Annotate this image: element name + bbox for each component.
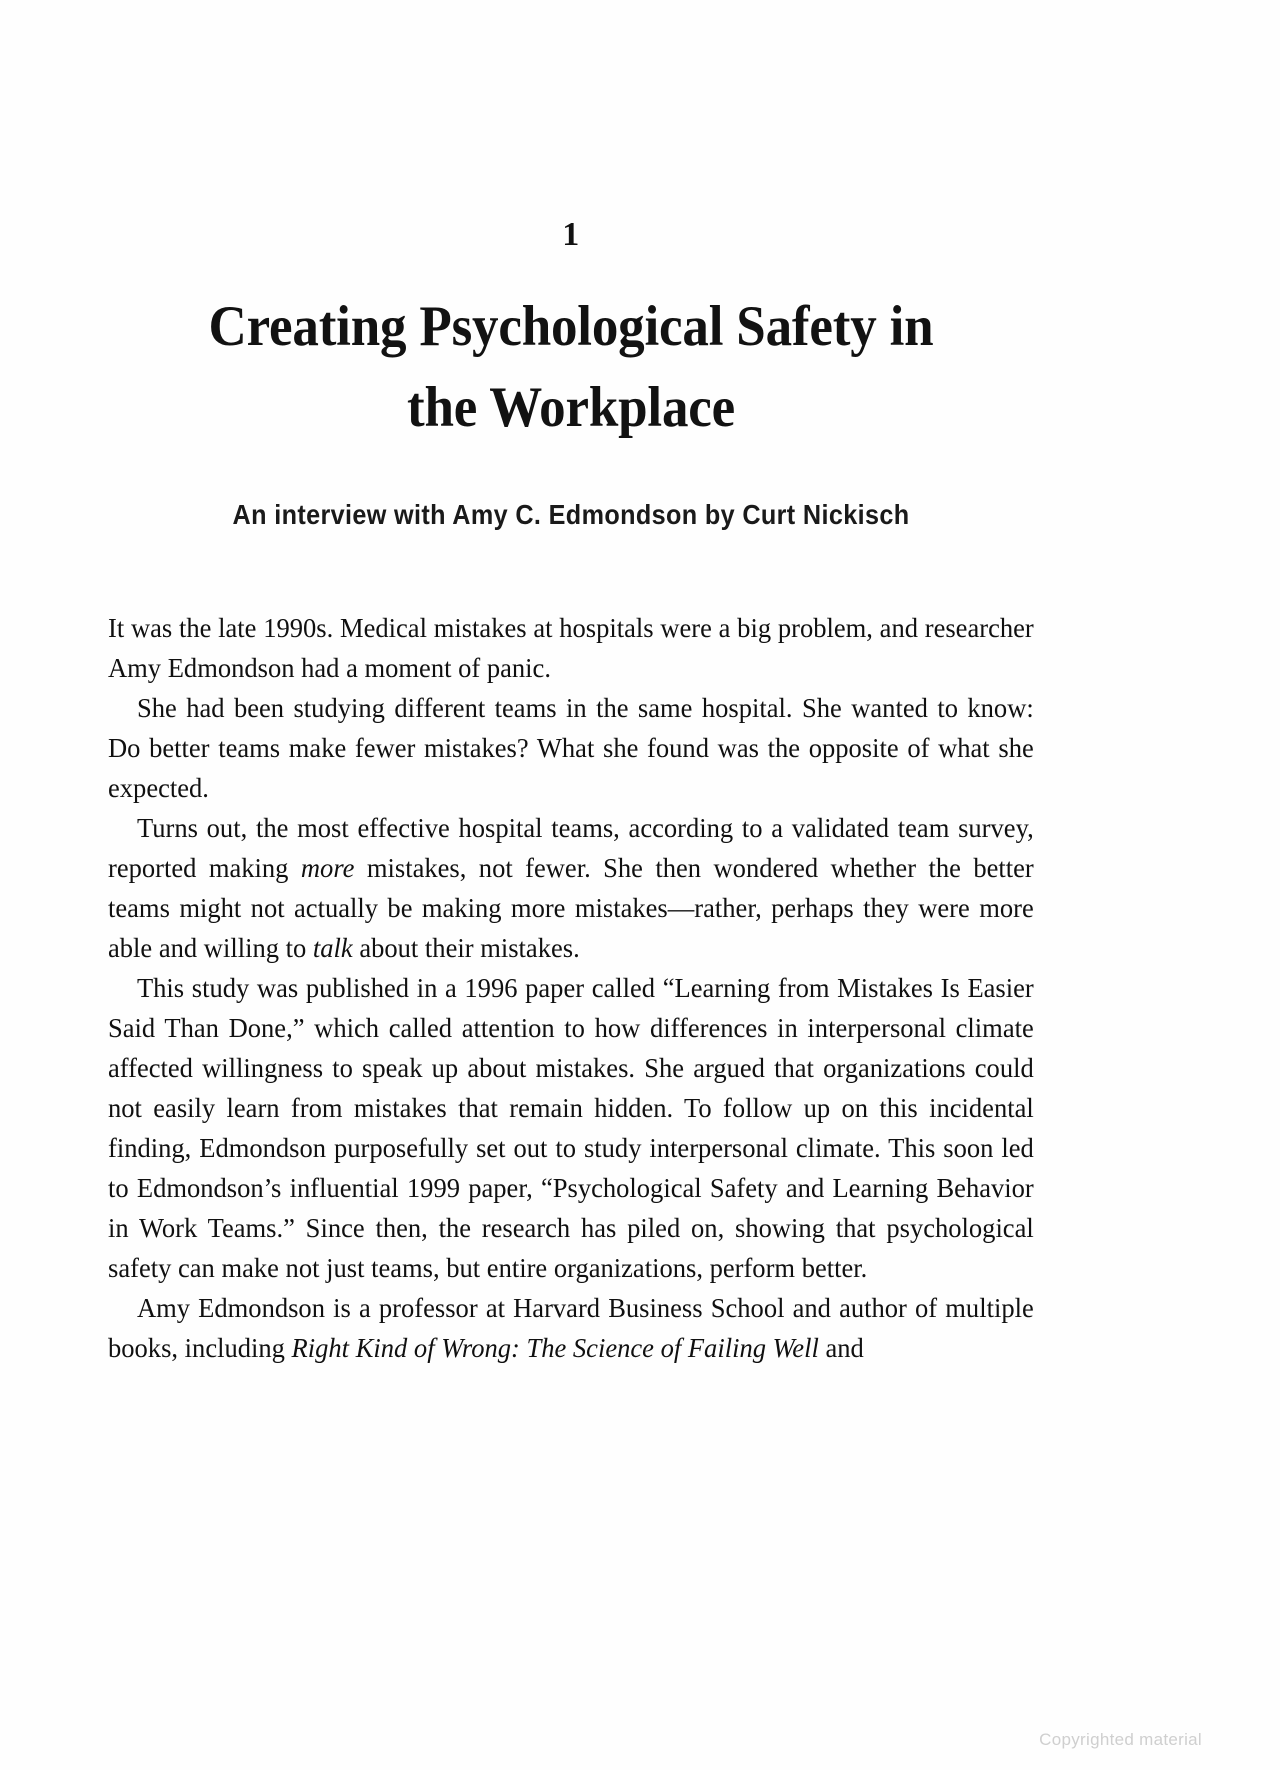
body-text [108,608,1034,1368]
page-content-column [108,0,1034,1368]
body-paragraph: She had been studying different teams in the same hospital. She wanted to know: Do better teams make fewer mistakes? What she found was the opposite of what she expected. [108,691,1034,803]
copyright-watermark: Copyrighted material [1039,1730,1202,1749]
page-title [140,287,1001,449]
body-paragraph: This study was published in a 1996 paper called “Learning from Mistakes Is Easier Said Than Done,” which called attention to how differences in interpersonal climate affected willingness to speak up about mistakes. She argued that organizations could not easily learn from mistakes that remain hidden. To follow up on this incidental finding, Edmondson purposefully set out to study interpersonal climate. This soon led to Edmondson’s influential 1999 paper, “Psychological Safety and Learning Behavior in Work Teams.” Since then, the research has piled on, showing that psychological safety can make not just teams, but entire organizations, perform better. [108,971,1034,1283]
chapter-title-line-1: Creating Psychological Safety in [208,295,934,359]
byline: An interview with Amy C. Edmondson by Curt Nickisch [232,499,910,531]
body-paragraph: It was the late 1990s. Medical mistakes at hospitals were a big problem, and researcher Amy Edmondson had a moment of panic. [108,611,1034,683]
chapter-title-line-2: the Workplace [407,376,735,440]
body-paragraph: Turns out, the most effective hospital teams, according to a validated team survey, reported making more mistakes, not fewer. She then wondered whether the better teams might not actually be making more mistakes—rather, perhaps they were more able and willing to talk about their mistakes. [108,811,1034,963]
chapter-number: 1 [562,216,580,253]
body-paragraph: Amy Edmondson is a professor at Harvard Business School and author of multiple books, including Right Kind of Wrong: The Science of Failing Well and [108,1291,1034,1363]
